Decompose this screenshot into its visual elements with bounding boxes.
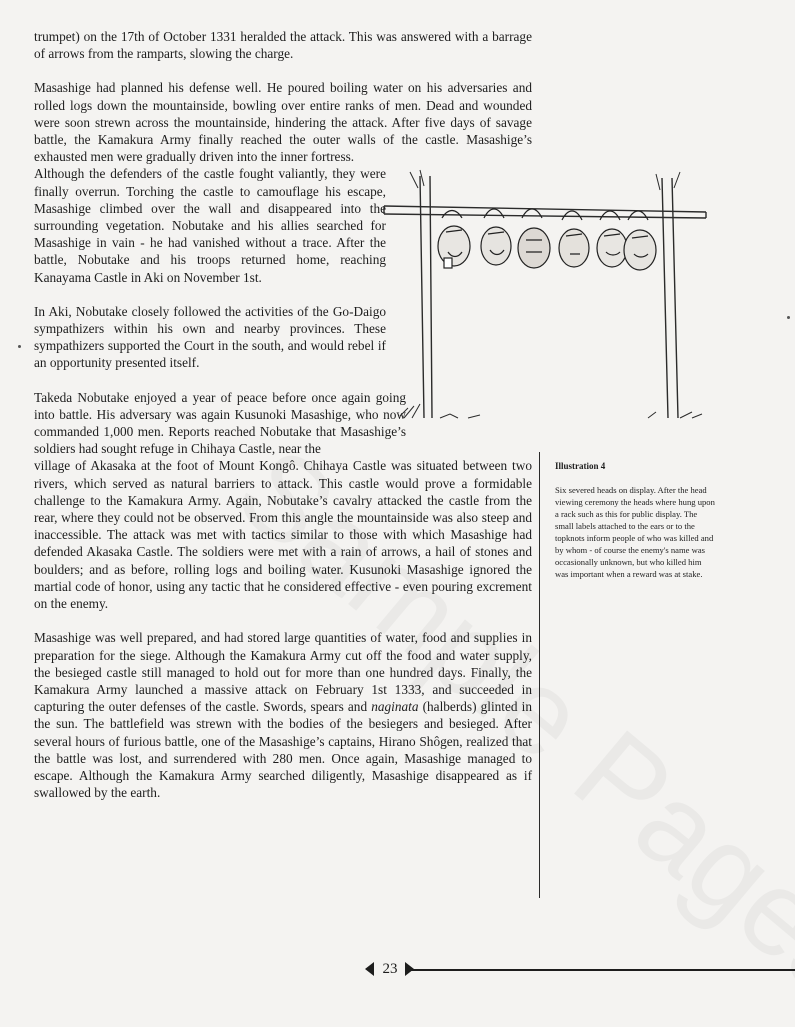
paragraph-2-narrow: Although the defenders of the castle fought valiantly, they were finally overrun. Torching the castle to camouflage his escape, Masashige climbed over the wall and disappeared into the surrounding vegetation. Nobutake and his allies searched for Masashige in vain - he had vanished without a trace. After the battle, Nobutake and his troops returned home, reaching Kanayama Castle in Aki on November 1st.: [34, 166, 386, 285]
paragraph-4-full: village of Akasaka at the foot of Mount Kongô. Chihaya Castle was situated between two rivers, which served as natural barriers to attack. This castle would prove a formidable challenge to the Kamakura Army. Again, Nobutake’s cavalry attacked the castle from the rear, where they could not be observed. From this angle the mountainside was also steep and inaccessible. The attack was met with tactics similar to those with which Masashige had defended Akasaka Castle. The soldiers were met with a rain of arrows, a hail of stones and boulders; and as before, rolling logs and boiling water. Kusunoki Masashige ignored the martial code of honor, using any tactic that he considered effective - even pouring excrement on the enemy.: [34, 458, 532, 612]
caption-divider: [539, 452, 540, 898]
page-number: 23: [382, 961, 398, 977]
caption-text: Six severed heads on display. After the head viewing ceremony the heads where hung upon a rack such as this for public display. The small labels attached to the ears or to the topknots inform people of who was killed and by whom - of course the enemy's name was occasionally unknown, but who killed him was important when a reward was at stake.: [555, 485, 715, 579]
paragraph-4-narrow: Takeda Nobutake enjoyed a year of peace before once again going into battle. His adversary was again Kusunoki Masashige, who now commanded 1,000 men. Reports reached Nobutake that Masashige’s soldiers had sought refuge in Chihaya Castle, near the: [34, 389, 406, 457]
severed-heads-illustration: [380, 168, 710, 428]
speck: [18, 345, 21, 348]
paragraph-2-full: Masashige had planned his defense well. He poured boiling water on his adversaries and rolled logs down the mountainside, bowling over entire ranks of men. Dead and wounded were soon strewn across the mountainside, hindering the attack. After five days of savage battle, the Kamakura Army finally reached the outer walls of the castle. Masashige’s exhausted men were gradually driven into the inner fortress.: [34, 80, 532, 165]
footer-rule: [410, 969, 795, 971]
paragraph-1: trumpet) on the 17th of October 1331 heralded the attack. This was answered with a barrage of arrows from the ramparts, slowing the charge.: [34, 29, 532, 62]
heads-group: [438, 209, 656, 270]
naginata-term: naginata: [371, 699, 419, 715]
caption-title: Illustration 4: [555, 461, 606, 471]
paragraph-5-a: Masashige was well prepared, and had stored large quantities of water, food and supplies in preparation for the siege. Although the Kamakura Army cut off the food and water supply, the besieged castle still managed to hold out for more than one hundred days. Finally, the Kamakura Army launched a massive attack on February 1st 1333, and succeeded in capturing the outer defenses of the castle. Swords, spears and: [34, 630, 532, 715]
paragraph-5-b: (halberds) glinted in the sun. The battlefield was strewn with the bodies of the besiegers and besieged. After several hours of furious battle, one of the Masashige’s captains, Hirano Shôgen, realized that the battle was lost, and surrendered with 280 men. Once again, Masashige managed to escape. Although the Kamakura Army searched diligently, Masashige disappeared as if swallowed by the earth.: [34, 699, 532, 801]
illustration-caption: [555, 460, 715, 580]
paragraph-3: In Aki, Nobutake closely followed the activities of the Go-Daigo sympathizers within his own and nearby provinces. These sympathizers supported the Court in the south, and would rebel if an opportunity presented itself.: [34, 303, 386, 371]
speck: [787, 316, 790, 319]
paragraph-5: [34, 629, 532, 801]
